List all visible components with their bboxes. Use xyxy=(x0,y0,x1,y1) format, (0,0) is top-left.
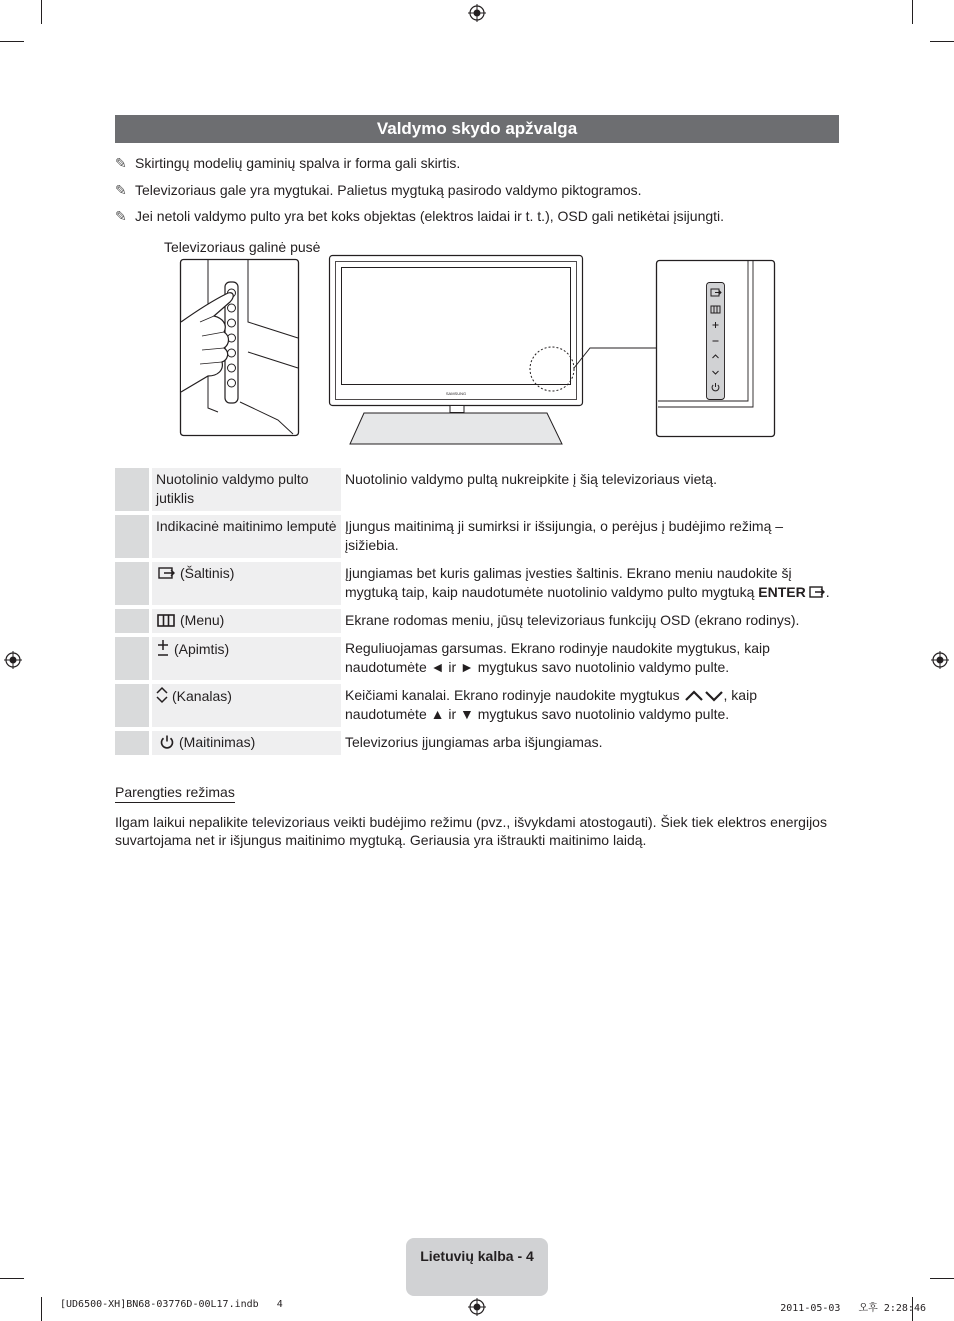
standby-text: Ilgam laikui nepalikite televizoriaus veikti budėjimo režimu (pvz., išvykdami atostogauti). Šiek tiek elektros energijos suvartojama net ir išjungus maitinimo mygtuką. Geriausia yra ištraukti maitinimo laidą. xyxy=(115,814,827,848)
control-description: Ekrane rodomas meniu, jūsų televizoriaus funkcijų OSD (ekrano rodinys). xyxy=(341,609,839,633)
control-name-label: (Šaltinis) xyxy=(180,565,235,581)
control-name xyxy=(149,731,341,755)
crop-mark xyxy=(41,0,42,24)
control-name xyxy=(149,562,341,605)
crop-mark xyxy=(912,0,913,24)
table-row xyxy=(115,468,839,511)
control-panel-inset xyxy=(657,260,775,437)
table-row xyxy=(115,637,839,680)
control-description: Reguliuojamas garsumas. Ekrano rodinyje naudokite mygtukus, kaip naudotumėte ◄ ir ► mygtukus savo nuotolinio valdymo pulte. xyxy=(341,637,839,680)
enter-icon xyxy=(808,585,826,600)
control-name xyxy=(149,637,341,680)
back-panel-inset xyxy=(181,260,299,436)
figure-caption: Televizoriaus galinė pusė xyxy=(164,239,321,255)
source-icon xyxy=(156,565,176,581)
row-marker xyxy=(115,468,149,511)
note xyxy=(115,207,724,225)
registration-mark-icon xyxy=(4,651,22,669)
registration-mark-icon xyxy=(931,651,949,669)
plus-minus-icon xyxy=(156,639,170,657)
control-description: Televizorius įjungiamas arba išjungiamas. xyxy=(341,731,839,755)
control-name xyxy=(149,609,341,633)
crop-mark xyxy=(0,41,24,42)
control-description xyxy=(341,684,839,727)
row-marker xyxy=(115,609,149,633)
pencil-note-icon: ✎ xyxy=(115,182,127,198)
note xyxy=(115,181,642,199)
crop-mark xyxy=(0,1278,24,1279)
control-description-text: Keičiami kanalai. Ekrano rodinyje naudokite mygtukus xyxy=(345,687,680,703)
note-text: Skirtingų modelių gaminių spalva ir forma gali skirtis. xyxy=(135,155,461,171)
row-marker xyxy=(115,684,149,727)
row-marker xyxy=(115,562,149,605)
table-row xyxy=(115,515,839,558)
control-name: Nuotolinio valdymo pulto jutiklis xyxy=(149,468,341,511)
registration-mark-icon xyxy=(468,4,486,22)
control-name: Indikacinė maitinimo lemputė xyxy=(149,515,341,558)
note-text: Televizoriaus gale yra mygtukai. Palietus mygtuką pasirodo valdymo piktogramos. xyxy=(135,182,642,198)
control-name-label: (Apimtis) xyxy=(174,641,230,657)
tv-brand-logo: SAMSUNG xyxy=(445,391,467,396)
table-row xyxy=(115,684,839,727)
control-name-label: (Kanalas) xyxy=(172,688,232,704)
control-description-text: , kaip naudotumėte ▲ ir ▼ mygtukus savo nuotolinio valdymo pulte. xyxy=(345,687,757,722)
control-description-text: Įjungiamas bet kuris galimas įvesties šaltinis. Ekrano meniu naudokite šį mygtuką taip, kaip naudotumėte nuotolinio valdymo pulto mygtuką xyxy=(345,565,792,600)
control-description: Įjungus maitinimą ji sumirksi ir išsijungia, o perėjus į budėjimo režimą – įsižiebia. xyxy=(341,515,839,558)
pencil-note-icon: ✎ xyxy=(115,208,127,224)
crop-mark xyxy=(930,1278,954,1279)
tv-control-panel-illustration xyxy=(178,252,778,448)
registration-mark-icon xyxy=(468,1298,486,1316)
footer-timestamp: 2011-05-03 오후 2:28:46 xyxy=(780,1303,926,1314)
row-marker xyxy=(115,637,149,680)
crop-mark xyxy=(41,1297,42,1321)
tv-front xyxy=(330,256,659,445)
footer-file-info: [UD6500-XH]BN68-03776D-00L17.indb 4 xyxy=(60,1299,283,1310)
note xyxy=(115,154,460,172)
chevron-up-down-buttons-icon xyxy=(684,689,724,703)
control-name xyxy=(149,684,341,727)
page-number-tab: Lietuvių kalba - 4 xyxy=(406,1238,548,1296)
table-row xyxy=(115,731,839,755)
controls-table xyxy=(115,464,839,759)
power-icon xyxy=(159,734,175,750)
crop-mark xyxy=(930,41,954,42)
row-marker xyxy=(115,731,149,755)
control-name-label: (Menu) xyxy=(180,612,225,628)
table-row xyxy=(115,609,839,633)
control-description: Nuotolinio valdymo pultą nukreipkite į šią televizoriaus vietą. xyxy=(341,468,839,511)
chevron-up-down-icon xyxy=(156,686,168,704)
row-marker xyxy=(115,515,149,558)
menu-icon xyxy=(156,612,176,628)
control-description: Įjungiamas bet kuris galimas įvesties šaltinis. Ekrano meniu naudokite šį mygtuką taip, kaip naudotumėte nuotolinio valdymo pulto mygtuką ENTER . xyxy=(341,562,839,605)
standby-heading: Parengties režimas xyxy=(115,784,235,803)
section-title: Valdymo skydo apžvalga xyxy=(115,115,839,143)
control-name-label: (Maitinimas) xyxy=(179,734,256,750)
enter-key-label: ENTER xyxy=(758,584,806,600)
table-row xyxy=(115,562,839,605)
pencil-note-icon: ✎ xyxy=(115,155,127,171)
note-text: Jei netoli valdymo pulto yra bet koks objektas (elektros laidai ir t. t.), OSD gali netikėtai įsijungti. xyxy=(135,208,725,224)
